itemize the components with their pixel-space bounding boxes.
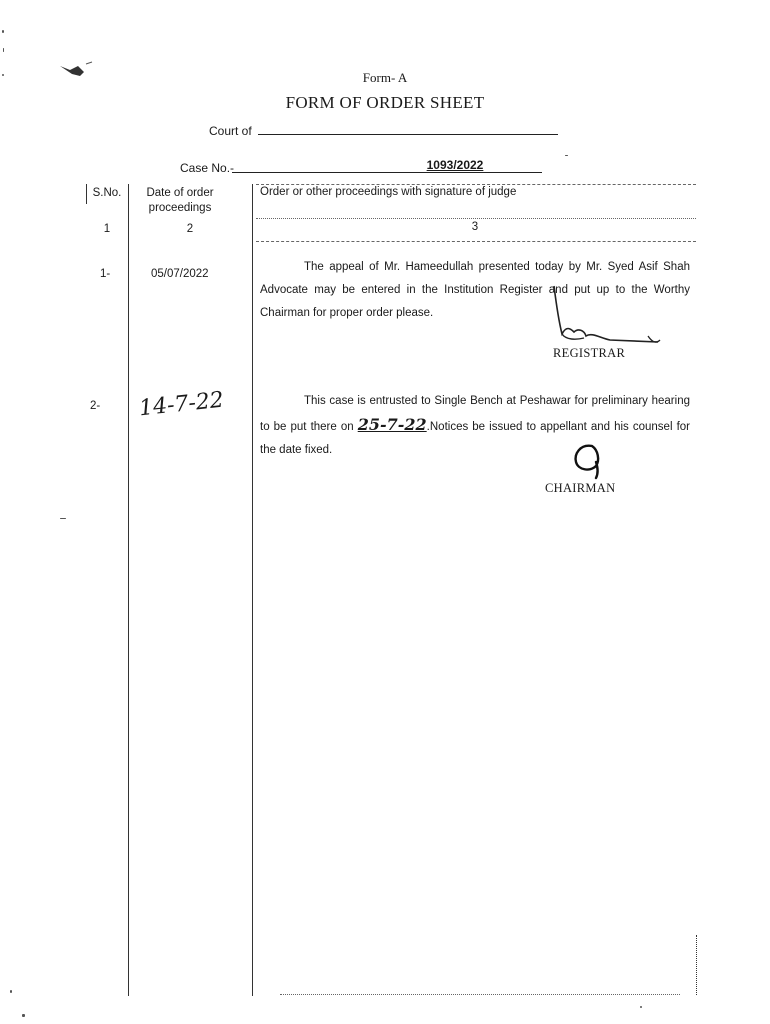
registrar-label: REGISTRAR xyxy=(553,346,626,360)
page-title: FORM OF ORDER SHEET xyxy=(285,93,485,112)
header-sno: S.No. xyxy=(92,187,122,199)
scan-speck xyxy=(3,48,4,52)
header-date: Date of order proceedings xyxy=(146,187,214,214)
case-number-label: Case No.- xyxy=(180,161,235,175)
row-1-date: 05/07/2022 xyxy=(151,268,209,280)
scan-speck xyxy=(60,518,66,519)
scan-speck xyxy=(22,1014,25,1017)
scan-speck xyxy=(10,990,12,993)
chairman-signature xyxy=(568,440,608,480)
left-border-stub xyxy=(86,184,87,204)
court-blank-line xyxy=(258,134,558,135)
scan-speck xyxy=(2,74,4,76)
row-2-order-body-end: .Notices be issued to appellant and his counsel for the date fixed. xyxy=(260,421,690,456)
column-divider-1 xyxy=(128,184,129,996)
case-number-line xyxy=(232,172,542,173)
row-2-sno: 2- xyxy=(90,400,101,412)
row-2-order-text xyxy=(260,390,690,462)
header-bottom-line xyxy=(256,241,696,242)
column-number-1: 1 xyxy=(103,223,111,235)
form-label: Form- A xyxy=(362,70,408,85)
scan-speck xyxy=(640,1006,642,1008)
header-top-line xyxy=(256,184,696,185)
column-number-3: 3 xyxy=(471,221,479,233)
column-number-2: 2 xyxy=(186,223,194,235)
row-1-sno: 1- xyxy=(100,268,111,280)
court-label: Court of xyxy=(209,124,252,138)
registrar-signature xyxy=(540,282,670,352)
table-bottom-line xyxy=(280,994,680,995)
row-2-order-body-start: This case is entrusted to Single Bench at Peshawar for preliminary hearing to be put there on xyxy=(260,395,690,433)
header-mid-line xyxy=(256,218,696,219)
scan-speck xyxy=(2,30,4,33)
column-divider-2 xyxy=(252,184,253,996)
header-order: Order or other proceedings with signature of judge xyxy=(260,186,517,198)
row-1-order-body: The appeal of Mr. Hameedullah presented today by Mr. Syed Asif Shah Advocate may be entered in the Institution Register and put up to the Worthy Chairman for proper order please. xyxy=(260,261,690,319)
hearing-date-handwritten: 25-7-22 xyxy=(357,415,427,434)
case-number-value: 1093/2022 xyxy=(426,158,484,172)
scan-smudge-mark xyxy=(58,60,98,82)
right-border-stub xyxy=(696,935,697,995)
scan-speck xyxy=(565,155,568,156)
chairman-label: CHAIRMAN xyxy=(545,481,616,495)
row-2-date-handwritten: 14-7-22 xyxy=(137,387,225,422)
